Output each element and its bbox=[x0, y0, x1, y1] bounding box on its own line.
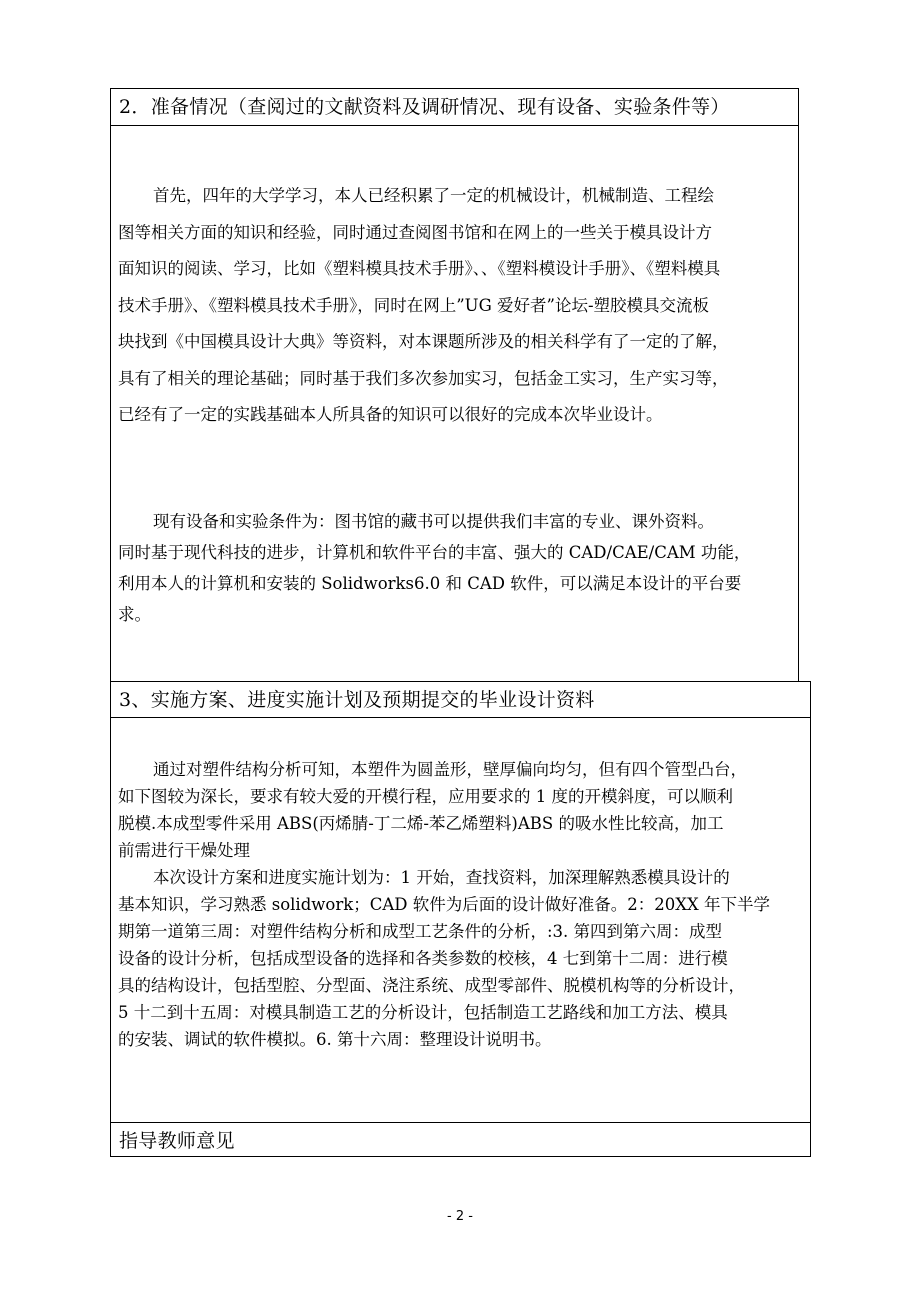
advisor-opinion-header bbox=[110, 1122, 811, 1157]
section3-paragraph-2 bbox=[118, 864, 770, 1053]
text-line: 同时基于现代科技的进步，计算机和软件平台的丰富、强大的 CAD/CAE/CAM 功能， bbox=[118, 543, 751, 562]
text-line: 技术手册》、《塑料模具技术手册》，同时在网上”UG 爱好者”论坛-塑胶模具交流板 bbox=[118, 295, 710, 315]
text-line: 通过对塑件结构分析可知，本塑件为圆盖形，壁厚偏向均匀，但有四个管型凸台， bbox=[153, 760, 747, 779]
text-line: 期第一道第三周：对塑件结构分析和成型工艺条件的分析，:3. 第四到第六周：成型 bbox=[118, 922, 723, 941]
section2-paragraph-2 bbox=[118, 506, 750, 630]
section2-header bbox=[110, 88, 799, 126]
text-line: 前需进行干燥处理 bbox=[118, 841, 250, 860]
text-line: 基本知识，学习熟悉 solidwork；CAD 软件为后面的设计做好准备。2：20XX 年下半学 bbox=[118, 895, 770, 914]
text-line: 现有设备和实验条件为：图书馆的藏书可以提供我们丰富的专业、课外资料。 bbox=[153, 512, 714, 531]
text-line: 已经有了一定的实践基础本人所具备的知识可以很好的完成本次毕业设计。 bbox=[118, 405, 663, 424]
page-number: - 2 - bbox=[447, 1209, 473, 1224]
text-line: 如下图较为深长，要求有较大爱的开模行程，应用要求的 1 度的开模斜度，可以顺利 bbox=[118, 787, 733, 806]
text-line: 图等相关方面的知识和经验，同时通过查阅图书馆和在网上的一些关于模具设计方 bbox=[118, 222, 712, 242]
text-line: 首先，四年的大学学习，本人已经积累了一定的机械设计，机械制造、工程绘 bbox=[153, 186, 714, 205]
text-line: 脱模.本成型零件采用 ABS(丙烯腈-丁二烯-苯乙烯塑料)ABS 的吸水性比较高，加工 bbox=[118, 814, 724, 833]
section3-title: 3、实施方案、进度实施计划及预期提交的毕业设计资料 bbox=[119, 689, 595, 711]
text-line: 利用本人的计算机和安装的 Solidworks6.0 和 CAD 软件，可以满足本设计的平台要 bbox=[118, 574, 742, 593]
text-line: 具有了相关的理论基础；同时基于我们多次参加实习，包括金工实习，生产实习等， bbox=[118, 368, 729, 388]
text-line: 具的结构设计，包括型腔、分型面、浇注系统、成型零部件、脱模机构等的分析设计， bbox=[118, 976, 745, 995]
text-line: 块找到《中国模具设计大典》等资料，对本课题所涉及的相关科学有了一定的了解， bbox=[118, 332, 729, 351]
section3-paragraph-1 bbox=[118, 756, 747, 864]
text-line: 的安装、调试的软件模拟。6. 第十六周：整理设计说明书。 bbox=[118, 1030, 552, 1049]
text-line: 求。 bbox=[118, 605, 151, 624]
text-line: 设备的设计分析，包括成型设备的选择和各类参数的校核，4 七到第十二周：进行模 bbox=[118, 949, 728, 968]
section3-header bbox=[110, 681, 811, 718]
section2-title: 2．准备情况（查阅过的文献资料及调研情况、现有设备、实验条件等） bbox=[119, 96, 730, 118]
advisor-opinion-title: 指导教师意见 bbox=[119, 1130, 235, 1152]
text-line: 面知识的阅读、学习，比如《塑料模具技术手册》、、《塑料模设计手册》、《塑料模具 bbox=[118, 259, 721, 278]
section2-paragraph-1 bbox=[118, 178, 729, 434]
text-line: 5 十二到十五周：对模具制造工艺的分析设计，包括制造工艺路线和加工方法、模具 bbox=[118, 1003, 728, 1022]
text-line: 本次设计方案和进度实施计划为：1 开始，查找资料，加深理解熟悉模具设计的 bbox=[153, 868, 730, 887]
